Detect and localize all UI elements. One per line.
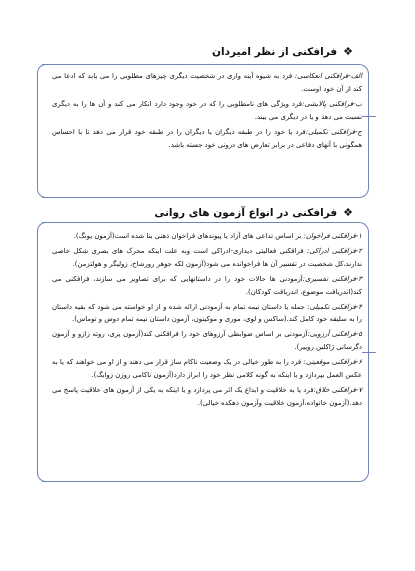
paragraph bbox=[52, 245, 362, 271]
paragraph-lead: الف-فرافکنی انعکاسی: bbox=[294, 72, 362, 80]
frame-notch bbox=[362, 352, 376, 353]
paragraph-lead: ۲-فرافکنی ادراکی: bbox=[306, 246, 362, 255]
diamond-bullet-icon: ❖ bbox=[343, 206, 353, 219]
paragraph-text: بر اساس تداعی های آزاد یا پیوندهای فراخوان ذهنی بنا شده است(آزمون یونگ). bbox=[73, 232, 304, 240]
section-bracket bbox=[37, 222, 46, 482]
paragraph bbox=[52, 384, 362, 410]
paragraph-text: فرافکنی فعالیتی دیداری-ادراکی است وبه علت اینکه محرک های بصری شکل خاصی ندارند،کل شخصیت در تفسیر آن ها فراخوانده می شود(آزمون لکه جوهر رورشاخ، زولیگر و هولتزمن). bbox=[52, 246, 362, 268]
paragraph bbox=[52, 328, 362, 354]
section-body bbox=[52, 230, 362, 412]
frame-notch bbox=[362, 116, 376, 117]
paragraph-text: آزمودنی ها حالات خود را در داستانهایی که برای تصاویر می سازند، فرافکنی می کند(اندریافت موضوع، اندریافت کودکان). bbox=[52, 274, 362, 296]
paragraph-text: فرد یا خود را در طبقه دیگران یا دیگران را در طبقه خود قرار می دهد تا با احساس همگونی با آنهای دفاعی در برابر تعارض های درونی خود جسته باشد. bbox=[52, 127, 362, 149]
paragraph bbox=[52, 356, 362, 382]
paragraph-lead: ۷-فرافکنی خلاق: bbox=[313, 385, 363, 394]
paragraph bbox=[52, 98, 362, 124]
section-body bbox=[52, 70, 362, 153]
paragraph-text: فرد به شیوه آینه واری در شخصیت دیگری چیزهای مطلوبی را می یابد که ادعا می کند از آن خود اوست. bbox=[52, 72, 362, 93]
section-heading-amirdan bbox=[212, 45, 353, 58]
section-title: فرافکنی در انواع آزمون های روانی bbox=[154, 207, 338, 219]
paragraph-text: جمله یا داستان نیمه تمام به آزمودنی ارائه شده و از او خواسته می شود که بقیه داستان را به سلیقه خود کامل کند.(ساکس و لوی، موری و موکینون، آزمون داستان نیمه تمام دوس و توماس). bbox=[52, 302, 362, 324]
section-title: فرافکنی از نظر امیردان bbox=[212, 46, 338, 58]
section-heading-tests bbox=[154, 206, 353, 219]
paragraph-lead: ۳-فرافکنی تفسیری: bbox=[302, 274, 362, 283]
paragraph-lead: ۶-فرافکنی موقعیتی: bbox=[303, 358, 363, 367]
section-bracket bbox=[37, 64, 46, 198]
paragraph-text: فرد را به طور خیالی در یک وضعیت ناکام ساز قرار می دهند و از او می خواهند که یا به عکس العمل بپردازد و یا اینکه به گونه کلامی نظر خود را ابراز دارد(آزمون ناکامی روزن زوایگ). bbox=[52, 358, 362, 380]
paragraph-lead: ب-فرافکنی پالایشی: bbox=[302, 99, 362, 108]
paragraph bbox=[52, 301, 362, 327]
paragraph bbox=[52, 273, 362, 299]
paragraph-text: فرد ویژگی های نامطلوبی را که در خود وجود دارد انکار می کند و آن ها را به دیگری نسبت می دهد و یا در دیگری می بیند. bbox=[52, 99, 362, 121]
paragraph-lead: ۴-فرافکنی تکمیلی: bbox=[307, 302, 362, 311]
paragraph-text: فرد یا به خلاقیت و ابداع یک اثر می پردازد و یا اینکه به یکی از آزمون های خلاقیت پاسخ می دهد.(آزمون خانواده،آزمون خلاقیت وآزمون دهکده خیالی). bbox=[52, 385, 362, 407]
diamond-bullet-icon: ❖ bbox=[343, 45, 353, 58]
paragraph-lead: ۵-فرافکنی آرزویی: bbox=[307, 330, 362, 339]
paragraph-lead: ۱-فرافکنی فراخوان: bbox=[303, 232, 362, 240]
paragraph bbox=[52, 126, 362, 152]
paragraph-lead: ج-فرافکنی تکمیلی: bbox=[305, 127, 362, 136]
paragraph bbox=[52, 70, 362, 96]
paragraph-text: آزمودنی بر اساس ضوابطی آرزوهای خود را فرافکنی کند(آزمون پری، روته زازو و آزمون دگرسانی ژاکلین روییر). bbox=[52, 330, 362, 352]
paragraph bbox=[52, 230, 362, 243]
